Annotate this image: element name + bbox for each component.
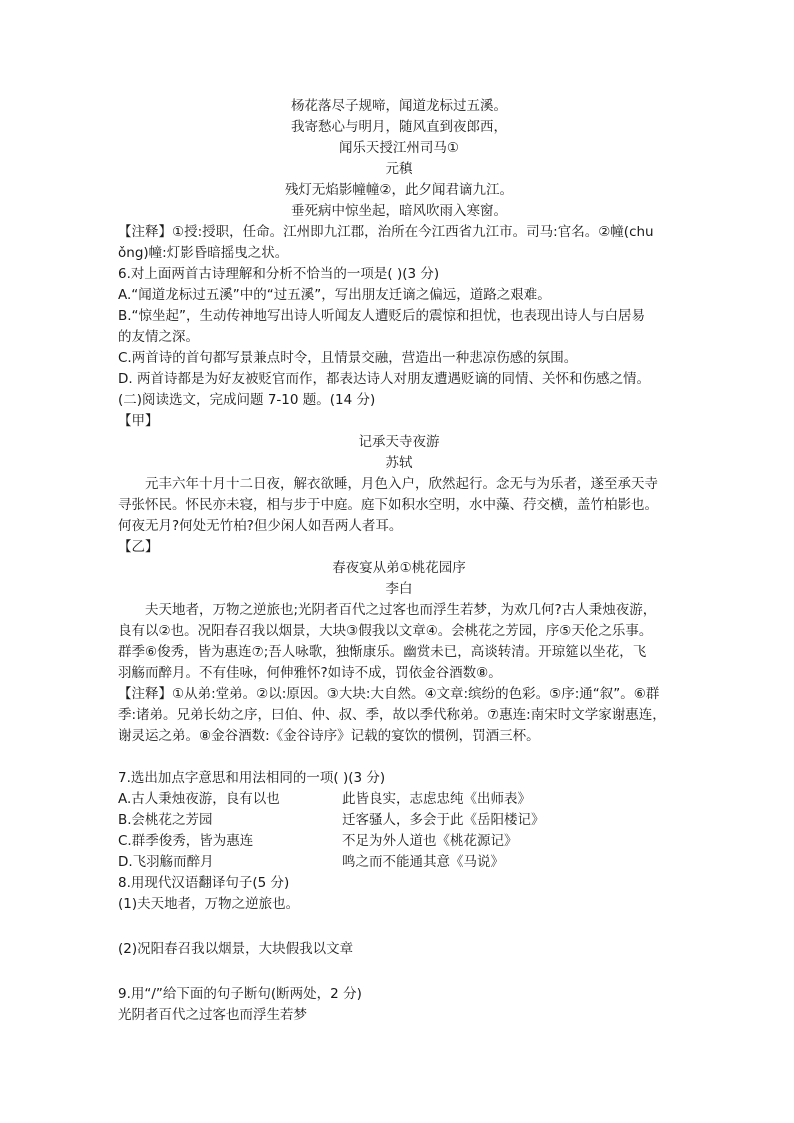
question-7-option-c-left: C.群季俊秀，皆为惠连 <box>118 833 254 849</box>
question-7-option-b <box>118 810 680 831</box>
document-content <box>118 96 680 1026</box>
question-8-sentence-1: (1)夫天地者，万物之逆旅也。 <box>118 896 300 912</box>
question-7-option-d <box>118 852 680 873</box>
poem2-author: 元稹 <box>385 161 413 177</box>
passage-yi-title: 春夜宴从弟①桃花园序 <box>332 560 466 576</box>
question-7-option-b-right: 迁客骚人，多会于此《岳阳楼记》 <box>342 812 545 828</box>
question-7-stem: 7.选出加点字意思和用法相同的一项( )(3 分) <box>118 770 386 786</box>
poem1-line-2: 我寄愁心与明月，随风直到夜郎西， <box>291 119 507 135</box>
poem-note-line-1: 【注释】①授:授职，任命。江州即九江郡，治所在今江西省九江市。司马:官名。②幢(chu <box>118 224 654 240</box>
spacer <box>118 747 680 768</box>
passage-yi-note-line-3: 谢灵运之弟。⑧金谷酒数:《金谷诗序》记载的宴饮的惯例，罚酒三杯。 <box>118 728 540 744</box>
poem-note-line-2: ǒng)幢:灯影昏暗摇曳之状。 <box>118 245 289 261</box>
question-7-option-a-right: 此皆良实，志虑忠纯《出师表》 <box>342 791 531 807</box>
passage-yi-author: 李白 <box>385 581 413 597</box>
passage-yi-line-3: 群季⑥俊秀，皆为惠连⑦;吾人咏歌，独惭康乐。幽赏未已，高谈转清。开琼筵以坐花，飞 <box>118 644 647 660</box>
question-7-option-b-left: B.会桃花之芳园 <box>118 812 213 828</box>
question-9-stem: 9.用“/”给下面的句子断句(断两处，2 分) <box>118 986 362 1002</box>
question-7-option-c-right: 不足为外人道也《桃花源记》 <box>342 833 518 849</box>
question-8-sentence-2: (2)况阳春召我以烟景，大块假我以文章 <box>118 941 354 957</box>
poem2-title: 闻乐天授江州司马① <box>338 140 460 156</box>
passage-jia-line-3: 何夜无月?何处无竹柏?但少闲人如吾两人者耳。 <box>118 518 403 534</box>
answer-space-2 <box>118 960 680 984</box>
question-6-option-b-line-2: 的友情之深。 <box>118 329 199 345</box>
question-6-stem: 6.对上面两首古诗理解和分析不恰当的一项是( )(3 分) <box>118 266 440 282</box>
question-8-stem: 8.用现代汉语翻译句子(5 分) <box>118 875 290 891</box>
question-6-option-a: A.“闻道龙标过五溪”中的“过五溪”，写出朋友迁谪之偏远，道路之艰难。 <box>118 287 551 303</box>
passage-jia-marker: 【甲】 <box>118 413 159 429</box>
question-7-option-d-right: 鸣之而不能通其意《马说》 <box>342 854 504 870</box>
poem2-line-1: 残灯无焰影幢幢②，此夕闻君谪九江。 <box>284 182 514 198</box>
question-6-option-b-line-1: B.“惊坐起”，生动传神地写出诗人听闻友人遭贬后的震惊和担忧，也表现出诗人与白居易 <box>118 308 646 324</box>
passage-jia-line-1: 元丰六年十月十二日夜，解衣欲睡，月色入户，欣然起行。念无与为乐者，遂至承天寺 <box>145 476 658 492</box>
question-7-option-c <box>118 831 680 852</box>
question-6-option-d: D. 两首诗都是为好友被贬官而作，都表达诗人对朋友遭遇贬谪的同情、关怀和伤感之情。 <box>118 371 650 387</box>
question-7-option-a-left: A.古人秉烛夜游，良有以也 <box>118 791 280 807</box>
question-6-option-c: C.两首诗的首句都写景兼点时令，且情景交融，营造出一种悲凉伤感的氛围。 <box>118 350 578 366</box>
passage-jia-title: 记承天寺夜游 <box>358 434 440 450</box>
passage-yi-line-4: 羽觞而醉月。不有佳咏，何伸雅怀?如诗不成，罚依金谷酒数⑧。 <box>118 665 502 681</box>
passage-yi-line-2: 良有以②也。况阳春召我以烟景，大块③假我以文章④。会桃花之芳园，序⑤天伦之乐事。 <box>118 623 653 639</box>
question-7-option-d-left: D.飞羽觞而醉月 <box>118 854 214 870</box>
passage-jia-line-2: 寻张怀民。怀民亦未寝，相与步于中庭。庭下如积水空明，水中藻、荇交横，盖竹柏影也。 <box>118 497 658 513</box>
question-7-option-a <box>118 789 680 810</box>
section-2-heading: (二)阅读选文，完成问题 7-10 题。(14 分) <box>118 392 376 408</box>
passage-yi-marker: 【乙】 <box>118 539 159 555</box>
poem2-line-2: 垂死病中惊坐起，暗风吹雨入寒窗。 <box>291 203 507 219</box>
question-9-sentence: 光阴者百代之过客也而浮生若梦 <box>118 1007 307 1023</box>
passage-yi-note-line-1: 【注释】①从弟:堂弟。②以:原因。③大块:大自然。④文章:缤纷的色彩。⑤序:通“叙”。⑥群 <box>118 686 660 702</box>
passage-yi-line-1: 夫天地者，万物之逆旅也;光阴者百代之过客也而浮生若梦，为欢几何?古人秉烛夜游， <box>145 602 657 618</box>
answer-space-1 <box>118 915 680 939</box>
poem1-line-1: 杨花落尽子规啼，闻道龙标过五溪。 <box>291 98 507 114</box>
passage-yi-note-line-2: 季:诸弟。兄弟长幼之序，曰伯、仲、叔、季，故以季代称弟。⑦惠连:南宋时文学家谢惠连， <box>118 707 666 723</box>
passage-jia-author: 苏轼 <box>385 455 413 471</box>
